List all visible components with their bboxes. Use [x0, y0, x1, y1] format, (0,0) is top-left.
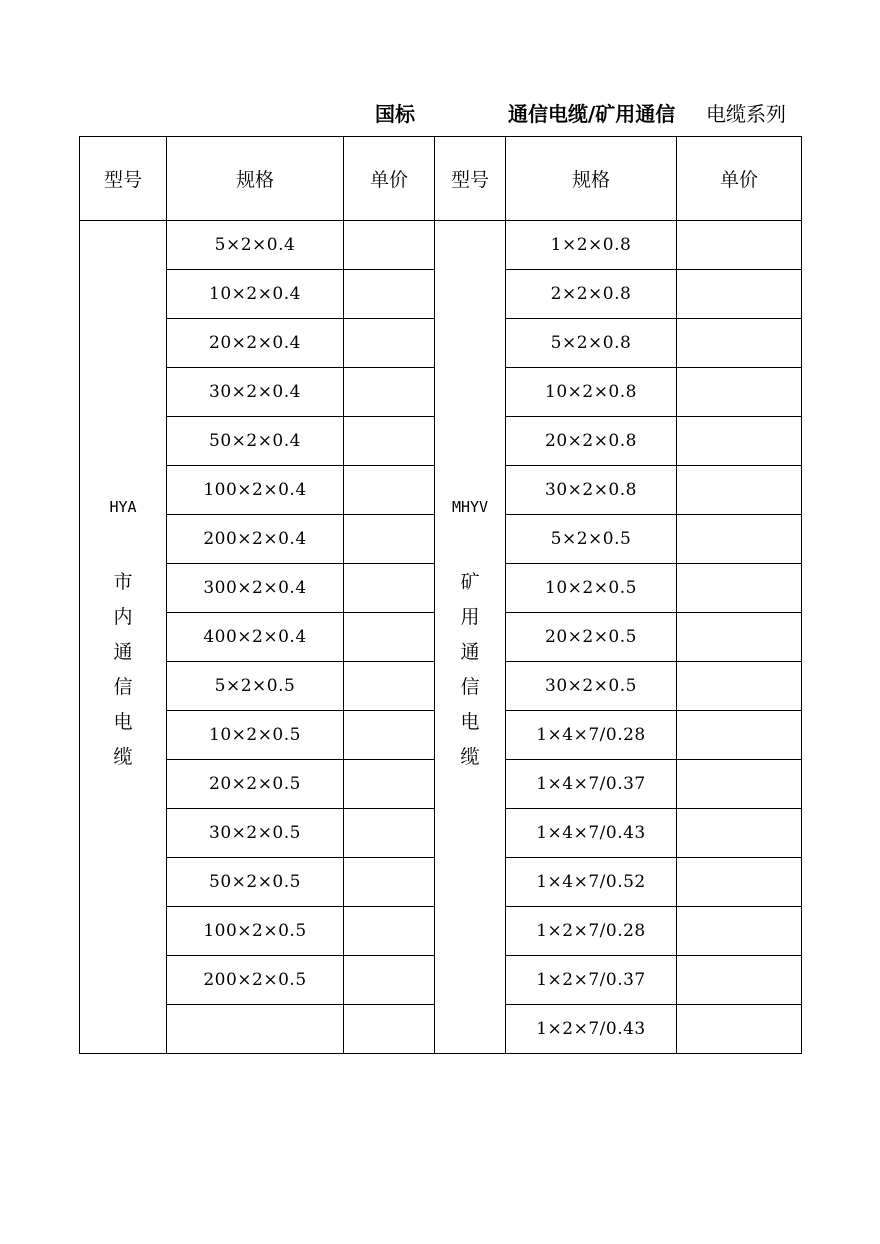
- right-price-cell: [677, 711, 802, 760]
- left-price-cell: [344, 907, 435, 956]
- header-row: [80, 137, 802, 221]
- right-price-cell: [677, 858, 802, 907]
- left-price-cell: [344, 809, 435, 858]
- document-title: [0, 98, 880, 128]
- header-model-left: 型号: [80, 137, 167, 221]
- left-price-cell: [344, 221, 435, 270]
- left-price-cell: [344, 858, 435, 907]
- left-model-code: HYA: [109, 497, 137, 516]
- left-price-cell: [344, 1005, 435, 1054]
- right-price-cell: [677, 1005, 802, 1054]
- right-model-code: MHYV: [451, 497, 489, 516]
- right-spec-cell: 5×2×0.5: [506, 515, 677, 564]
- left-price-cell: [344, 711, 435, 760]
- right-price-cell: [677, 368, 802, 417]
- left-price-cell: [344, 515, 435, 564]
- right-spec-cell: 30×2×0.5: [506, 662, 677, 711]
- price-table: [79, 136, 802, 1054]
- left-spec-cell: 100×2×0.4: [167, 466, 344, 515]
- left-spec-cell: [167, 1005, 344, 1054]
- right-price-cell: [677, 319, 802, 368]
- left-spec-cell: 20×2×0.4: [167, 319, 344, 368]
- right-spec-cell: 1×4×7/0.43: [506, 809, 677, 858]
- right-spec-cell: 1×4×7/0.37: [506, 760, 677, 809]
- header-spec-right: 规格: [506, 137, 677, 221]
- right-spec-cell: 2×2×0.8: [506, 270, 677, 319]
- left-spec-cell: 50×2×0.5: [167, 858, 344, 907]
- left-spec-cell: 5×2×0.5: [167, 662, 344, 711]
- right-price-cell: [677, 907, 802, 956]
- header-price-left: 单价: [344, 137, 435, 221]
- left-spec-cell: 200×2×0.4: [167, 515, 344, 564]
- left-price-cell: [344, 417, 435, 466]
- right-price-cell: [677, 564, 802, 613]
- right-spec-cell: 1×4×7/0.28: [506, 711, 677, 760]
- right-price-cell: [677, 221, 802, 270]
- left-spec-cell: 20×2×0.5: [167, 760, 344, 809]
- right-price-cell: [677, 956, 802, 1005]
- left-price-cell: [344, 662, 435, 711]
- left-price-cell: [344, 319, 435, 368]
- left-price-cell: [344, 956, 435, 1005]
- right-spec-cell: 1×4×7/0.52: [506, 858, 677, 907]
- left-spec-cell: 5×2×0.4: [167, 221, 344, 270]
- right-spec-cell: 20×2×0.8: [506, 417, 677, 466]
- left-spec-cell: 200×2×0.5: [167, 956, 344, 1005]
- right-price-cell: [677, 809, 802, 858]
- right-model-name: 矿用通信电缆: [460, 570, 480, 768]
- title-tail: 电缆系列: [706, 102, 786, 126]
- right-price-cell: [677, 270, 802, 319]
- right-price-cell: [677, 417, 802, 466]
- right-model-cell: [435, 221, 506, 1054]
- right-price-cell: [677, 760, 802, 809]
- left-spec-cell: 10×2×0.4: [167, 270, 344, 319]
- right-price-cell: [677, 613, 802, 662]
- left-spec-cell: 400×2×0.4: [167, 613, 344, 662]
- left-spec-cell: 300×2×0.4: [167, 564, 344, 613]
- right-spec-cell: 10×2×0.5: [506, 564, 677, 613]
- right-spec-cell: 1×2×7/0.28: [506, 907, 677, 956]
- left-spec-cell: 10×2×0.5: [167, 711, 344, 760]
- left-model-cell: [80, 221, 167, 1054]
- header-price-right: 单价: [677, 137, 802, 221]
- left-price-cell: [344, 270, 435, 319]
- left-spec-cell: 30×2×0.5: [167, 809, 344, 858]
- right-spec-cell: 1×2×7/0.37: [506, 956, 677, 1005]
- title-main: 通信电缆/矿用通信: [508, 102, 676, 126]
- table-row: [80, 221, 802, 270]
- left-price-cell: [344, 368, 435, 417]
- header-model-right: 型号: [435, 137, 506, 221]
- left-price-cell: [344, 613, 435, 662]
- right-spec-cell: 10×2×0.8: [506, 368, 677, 417]
- left-spec-cell: 50×2×0.4: [167, 417, 344, 466]
- right-spec-cell: 20×2×0.5: [506, 613, 677, 662]
- left-model-name: 市内通信电缆: [113, 570, 133, 768]
- left-price-cell: [344, 760, 435, 809]
- title-standard: 国标: [375, 102, 415, 126]
- right-price-cell: [677, 662, 802, 711]
- right-price-cell: [677, 515, 802, 564]
- right-spec-cell: 1×2×0.8: [506, 221, 677, 270]
- left-price-cell: [344, 466, 435, 515]
- right-spec-cell: 1×2×7/0.43: [506, 1005, 677, 1054]
- right-price-cell: [677, 466, 802, 515]
- right-spec-cell: 5×2×0.8: [506, 319, 677, 368]
- right-spec-cell: 30×2×0.8: [506, 466, 677, 515]
- left-price-cell: [344, 564, 435, 613]
- left-spec-cell: 100×2×0.5: [167, 907, 344, 956]
- left-spec-cell: 30×2×0.4: [167, 368, 344, 417]
- header-spec-left: 规格: [167, 137, 344, 221]
